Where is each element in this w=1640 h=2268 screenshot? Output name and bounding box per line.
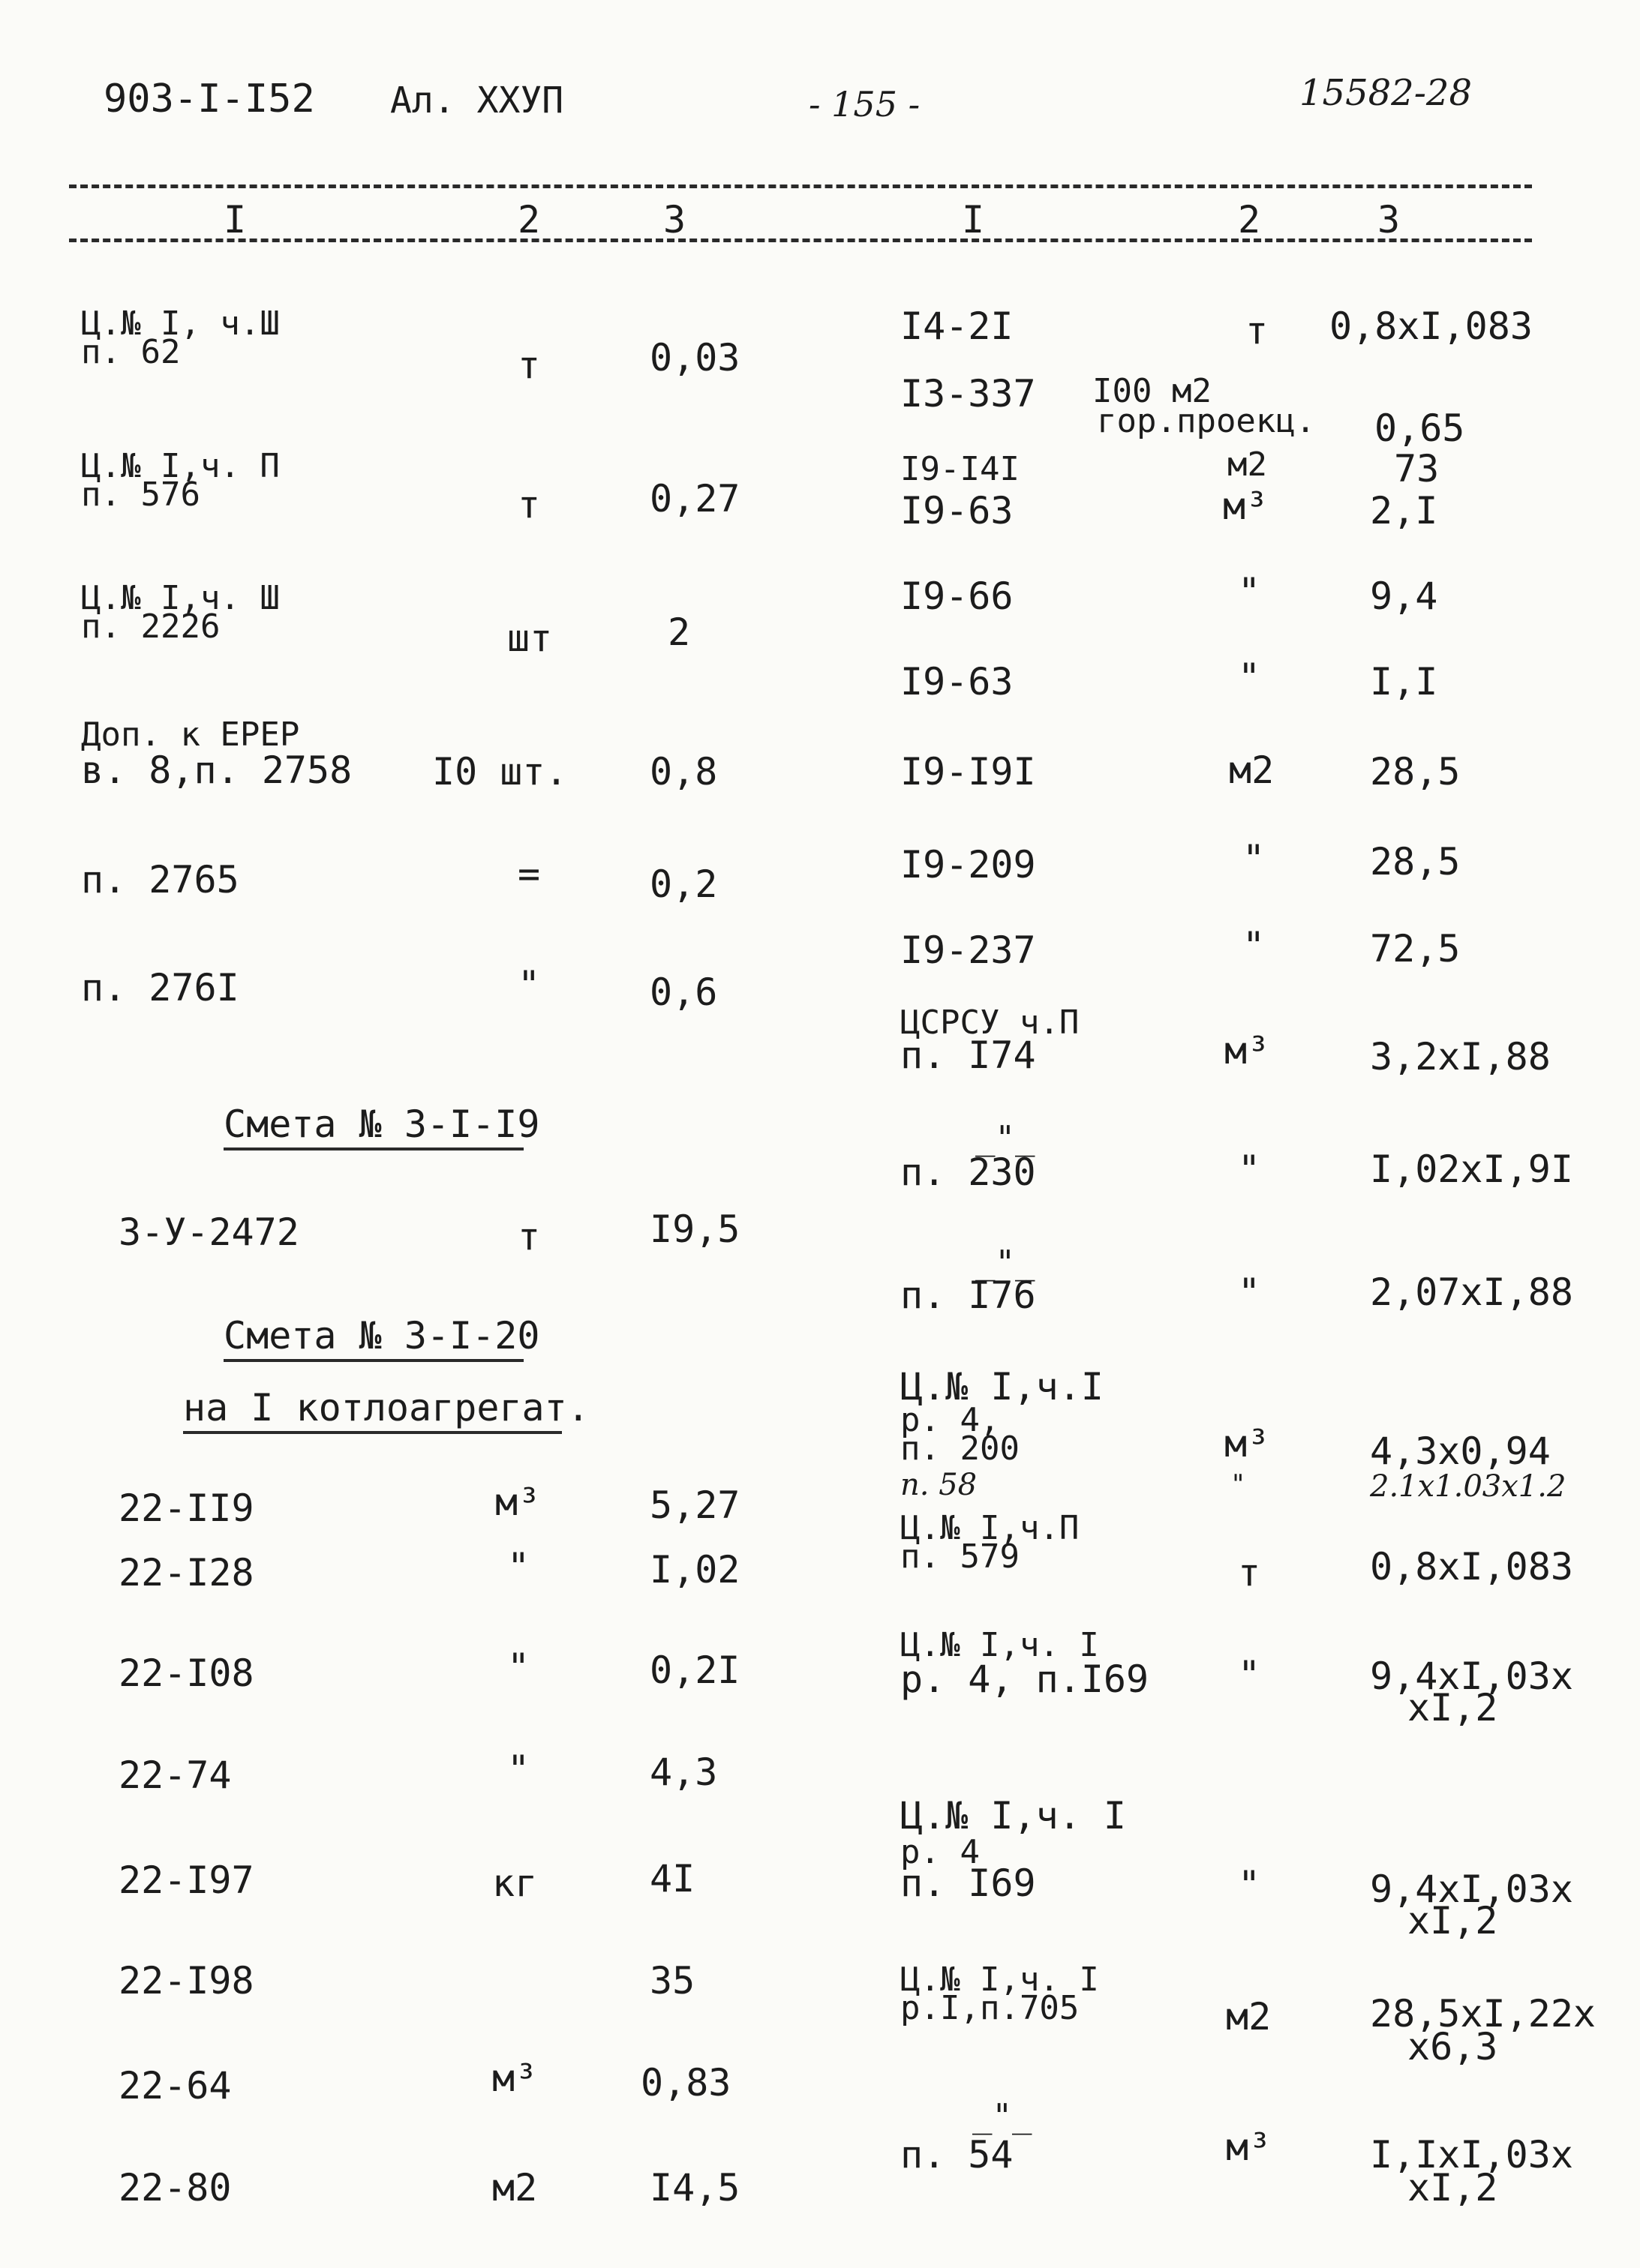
left-r12-value: 4I [650, 1857, 695, 1900]
left-r7-code: 3-У-2472 [119, 1210, 299, 1254]
left-r10-value: 0,2I [650, 1648, 740, 1692]
left-r12-code: 22-I97 [119, 1858, 254, 1902]
right-r16-ref: Ц.№ I,ч. I [900, 1794, 1127, 1838]
left-r8-value: 5,27 [650, 1484, 740, 1527]
right-r18-value: I,IхI,03х [1370, 2133, 1573, 2176]
right-r11-ditto: _"_ [975, 1119, 1035, 1157]
right-r13-value: 4,3х0,94 [1370, 1430, 1551, 1473]
right-r16-section: р. 4 [900, 1833, 980, 1871]
left-r4-item: в. 8,п. 2758 [81, 748, 353, 792]
right-r2-unit-2: гор.проекц. [1097, 402, 1316, 440]
right-r6-value: I,I [1370, 660, 1438, 704]
left-r3-value: 2 [668, 610, 691, 654]
column-header-left-3: 3 [663, 198, 686, 242]
left-r1-item: п. 62 [81, 333, 181, 371]
right-r10-ref: ЦСРСУ ч.П [900, 1004, 1080, 1042]
left-r13-value: 35 [650, 1959, 695, 2002]
right-r16-item: п. I69 [900, 1862, 1036, 1905]
right-r12-value: 2,07хI,88 [1370, 1270, 1573, 1314]
right-r17-item: р.I,п.705 [900, 1989, 1080, 2027]
left-r9-code: 22-I28 [119, 1551, 254, 1594]
right-r18-value-2: хI,2 [1407, 2166, 1498, 2210]
right-r9-unit: " [1242, 924, 1266, 968]
right-r4-value: 2,I [1370, 489, 1438, 532]
right-r13-section: р. 4, [900, 1401, 1000, 1439]
right-r18-unit: м³ [1226, 2126, 1272, 2169]
smeta-heading-2: Смета № 3-I-20 [224, 1314, 540, 1358]
left-r6-code: п. 276I [81, 966, 239, 1010]
left-r10-code: 22-I08 [119, 1652, 254, 1695]
right-r2-value: 0,65 [1374, 406, 1465, 450]
right-r12-item: п. I76 [900, 1274, 1036, 1317]
right-handwritten-code: п. 58 [900, 1468, 978, 1502]
right-r7-unit: м2 [1229, 748, 1275, 792]
left-r3-unit: шт [507, 616, 553, 660]
left-r12-unit: кг [492, 1862, 538, 1905]
right-r14-ref: Ц.№ I,ч.П [900, 1509, 1080, 1547]
left-r11-unit: " [507, 1748, 530, 1791]
right-r8-unit: " [1242, 837, 1266, 880]
right-handwritten-unit: " [1230, 1469, 1246, 1499]
left-r4-ref: Доп. к ЕРЕР [81, 716, 300, 754]
column-header-right-1: I [962, 198, 985, 242]
right-r5-unit: " [1238, 570, 1261, 614]
smeta-heading-2-sub-underline [183, 1431, 562, 1434]
right-r15-value-2: хI,2 [1407, 1686, 1498, 1730]
left-r11-code: 22-74 [119, 1754, 232, 1797]
left-r15-value: I4,5 [650, 2166, 740, 2210]
right-r10-value: 3,2хI,88 [1370, 1035, 1551, 1078]
left-r6-unit: " [518, 963, 541, 1006]
left-r2-value: 0,27 [650, 477, 740, 520]
right-r17-ref: Ц.№ I,ч. I [900, 1960, 1099, 1999]
smeta-heading-1-underline [224, 1148, 524, 1150]
right-r9-code: I9-237 [900, 928, 1036, 972]
left-r6-value: 0,6 [650, 970, 718, 1014]
page-number: - 155 - [809, 84, 921, 124]
left-r5-unit: = [518, 852, 541, 896]
right-handwritten-value: 2.1х1.03х1.2 [1370, 1469, 1566, 1504]
column-header-left-1: I [224, 198, 247, 242]
left-r11-value: 4,3 [650, 1750, 718, 1794]
column-header-left-2: 2 [518, 198, 541, 242]
left-r10-unit: " [507, 1646, 530, 1689]
right-r15-unit: " [1238, 1653, 1261, 1696]
left-r2-item: п. 576 [81, 476, 200, 514]
right-r5-code: I9-66 [900, 574, 1014, 618]
left-r9-unit: " [507, 1545, 530, 1588]
left-r7-unit: т [518, 1215, 541, 1258]
right-r17-unit: м2 [1226, 1995, 1272, 2038]
left-r8-unit: м³ [495, 1480, 541, 1524]
right-r3-value: 73 [1394, 447, 1440, 490]
left-r2-unit: т [518, 483, 541, 526]
right-r17-value: 28,5хI,22х [1370, 1992, 1596, 2036]
right-r14-unit: т [1238, 1551, 1261, 1594]
right-r18-ditto: _"_ [972, 2097, 1032, 2135]
sheet-code: 15582-28 [1299, 72, 1472, 114]
right-r4-code: I9-63 [900, 489, 1014, 532]
header-bottom-rule [69, 238, 1532, 242]
right-r14-value: 0,8хI,083 [1370, 1545, 1573, 1588]
left-r15-code: 22-80 [119, 2166, 232, 2210]
left-r1-ref: Ц.№ I, ч.Ш [81, 304, 280, 343]
right-r12-ditto: _"_ [975, 1244, 1035, 1282]
right-r11-item: п. 230 [900, 1150, 1036, 1194]
right-r7-code: I9-I9I [900, 750, 1036, 794]
right-r16-unit: " [1238, 1863, 1261, 1906]
right-r10-unit: м³ [1224, 1029, 1270, 1072]
left-r2-ref: Ц.№ I,ч. П [81, 447, 280, 485]
left-r8-code: 22-II9 [119, 1486, 254, 1530]
right-r6-unit: " [1238, 656, 1261, 699]
right-r9-value: 72,5 [1370, 927, 1461, 970]
right-r16-value-2: хI,2 [1407, 1899, 1498, 1942]
left-r14-unit: м³ [492, 2056, 538, 2100]
left-r3-ref: Ц.№ I,ч. Ш [81, 579, 280, 617]
right-r16-value: 9,4хI,03х [1370, 1868, 1573, 1911]
right-r15-ref: Ц.№ I,ч. I [900, 1626, 1099, 1664]
right-r13-item: п. 200 [900, 1430, 1020, 1468]
smeta-heading-2-underline [224, 1359, 524, 1362]
document-code: 903-I-I52 [104, 76, 315, 122]
left-r1-unit: т [518, 344, 541, 387]
left-r13-code: 22-I98 [119, 1959, 254, 2002]
left-r5-code: п. 2765 [81, 858, 239, 902]
right-r3-unit: м2 [1227, 446, 1267, 484]
right-r3-code: I9-I4I [900, 450, 1020, 488]
right-r5-value: 9,4 [1370, 574, 1438, 618]
left-r4-unit: I0 шт. [432, 750, 568, 794]
right-r4-unit: м³ [1223, 484, 1269, 528]
right-r11-unit: " [1238, 1148, 1261, 1191]
left-r7-value: I9,5 [650, 1208, 740, 1251]
right-r13-ref: Ц.№ I,ч.I [900, 1365, 1104, 1408]
right-r1-value: 0,8хI,083 [1329, 304, 1533, 348]
header-top-rule [69, 184, 1532, 188]
column-header-right-2: 2 [1238, 198, 1261, 242]
right-r1-code: I4-2I [900, 304, 1014, 348]
left-r3-item: п. 2226 [81, 608, 221, 646]
smeta-heading-2-sub: на I котлоагрегат. [183, 1386, 590, 1430]
left-r9-value: I,02 [650, 1548, 740, 1592]
right-r10-item: п. I74 [900, 1034, 1036, 1077]
left-r4-value: 0,8 [650, 750, 718, 794]
right-r2-code: I3-337 [900, 372, 1036, 416]
left-r5-value: 0,2 [650, 862, 718, 906]
right-r13-unit: м³ [1224, 1422, 1270, 1466]
right-r12-unit: " [1238, 1270, 1261, 1314]
left-r15-unit: м2 [492, 2166, 538, 2210]
right-r15-item: р. 4, п.I69 [900, 1658, 1149, 1701]
right-r7-value: 28,5 [1370, 750, 1461, 794]
right-r1-unit: т [1245, 309, 1269, 352]
smeta-heading-1: Смета № 3-I-I9 [224, 1102, 540, 1146]
right-r18-item: п. 54 [900, 2133, 1014, 2176]
right-r11-value: I,02хI,9I [1370, 1148, 1573, 1191]
right-r8-value: 28,5 [1370, 840, 1461, 884]
right-r17-value-2: х6,3 [1407, 2025, 1498, 2068]
right-r14-item: п. 579 [900, 1538, 1020, 1576]
right-r8-code: I9-209 [900, 843, 1036, 886]
right-r2-unit: I00 м2 [1092, 372, 1212, 410]
left-r1-value: 0,03 [650, 336, 740, 380]
left-r14-value: 0,83 [641, 2061, 731, 2104]
album-number: Ал. XXУП [390, 80, 564, 122]
right-r6-code: I9-63 [900, 660, 1014, 704]
column-header-right-3: 3 [1377, 198, 1401, 242]
right-r15-value: 9,4хI,03х [1370, 1654, 1573, 1698]
left-r14-code: 22-64 [119, 2064, 232, 2108]
